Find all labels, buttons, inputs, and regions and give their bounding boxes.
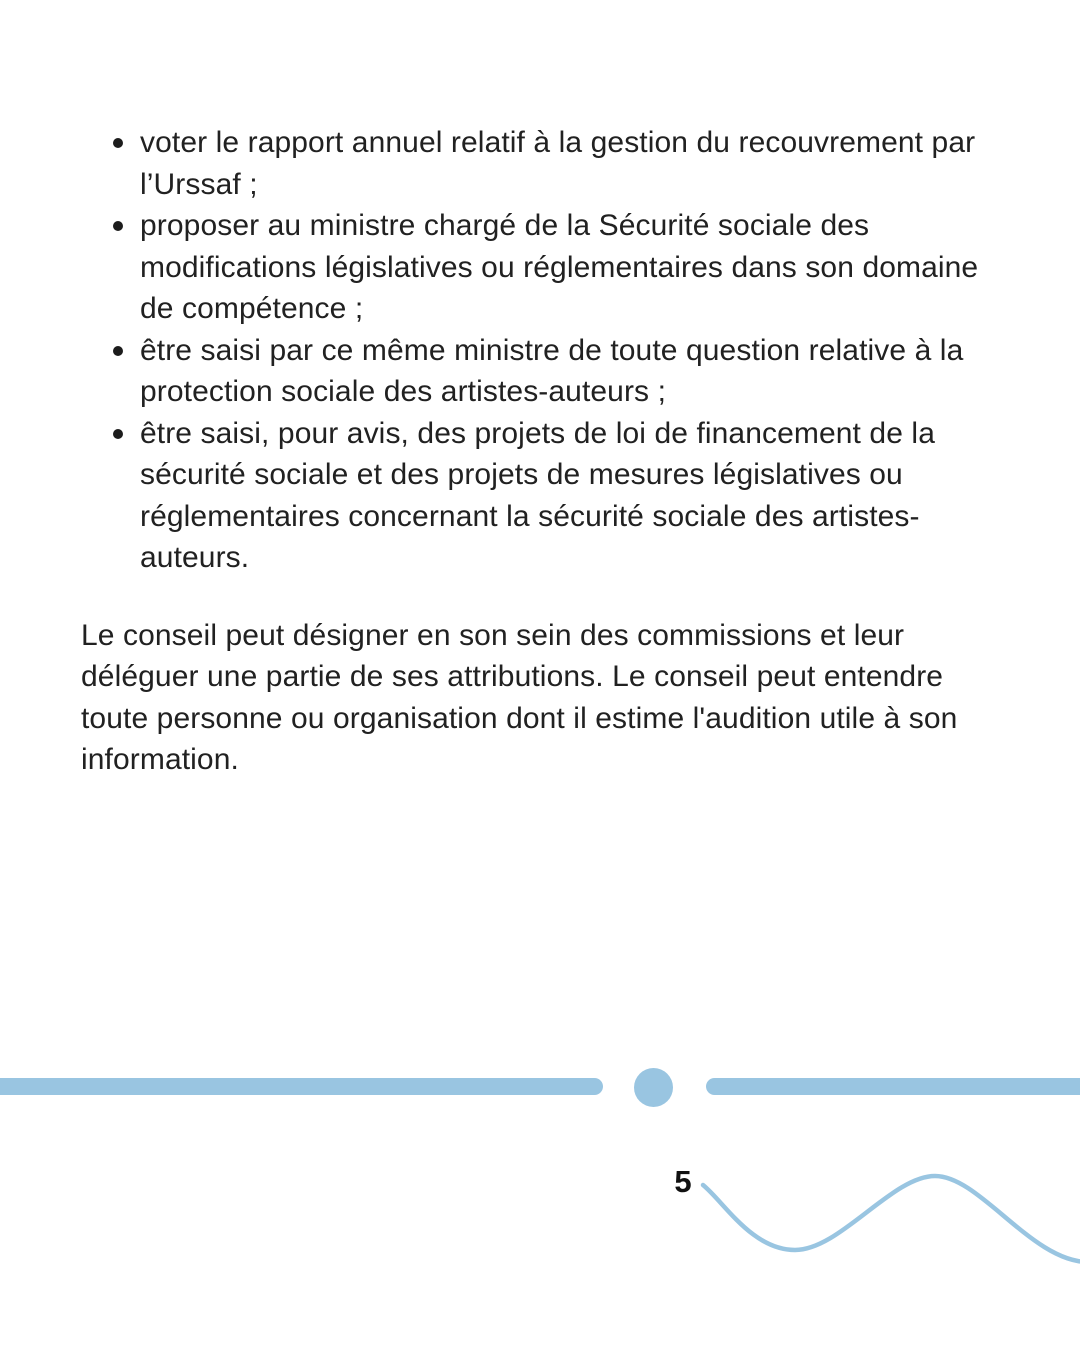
list-item: proposer au ministre chargé de la Sécurité sociale des modifications législatives ou réglementaires dans son domaine de compétence ; [113,205,997,330]
content-area [81,122,997,781]
divider-left-line [0,1078,603,1095]
bullet-list [113,122,997,579]
list-item: être saisi par ce même ministre de toute question relative à la protection sociale des artistes-auteurs ; [113,330,997,413]
divider-dot-icon [634,1068,673,1107]
body-paragraph: Le conseil peut désigner en son sein des commissions et leur déléguer une partie de ses attributions. Le conseil peut entendre toute personne ou organisation dont il estime l'audition utile à son information. [81,618,958,776]
divider-right-line [706,1078,1080,1095]
list-item: voter le rapport annuel relatif à la gestion du recouvrement par l’Urssaf ; [113,122,997,205]
page-number: 5 [674,1164,692,1199]
list-item: être saisi, pour avis, des projets de loi de financement de la sécurité sociale et des projets de mesures législatives ou réglementaires concernant la sécurité sociale des artistes-auteurs. [113,413,997,579]
wave-decoration-icon [690,1150,1080,1280]
